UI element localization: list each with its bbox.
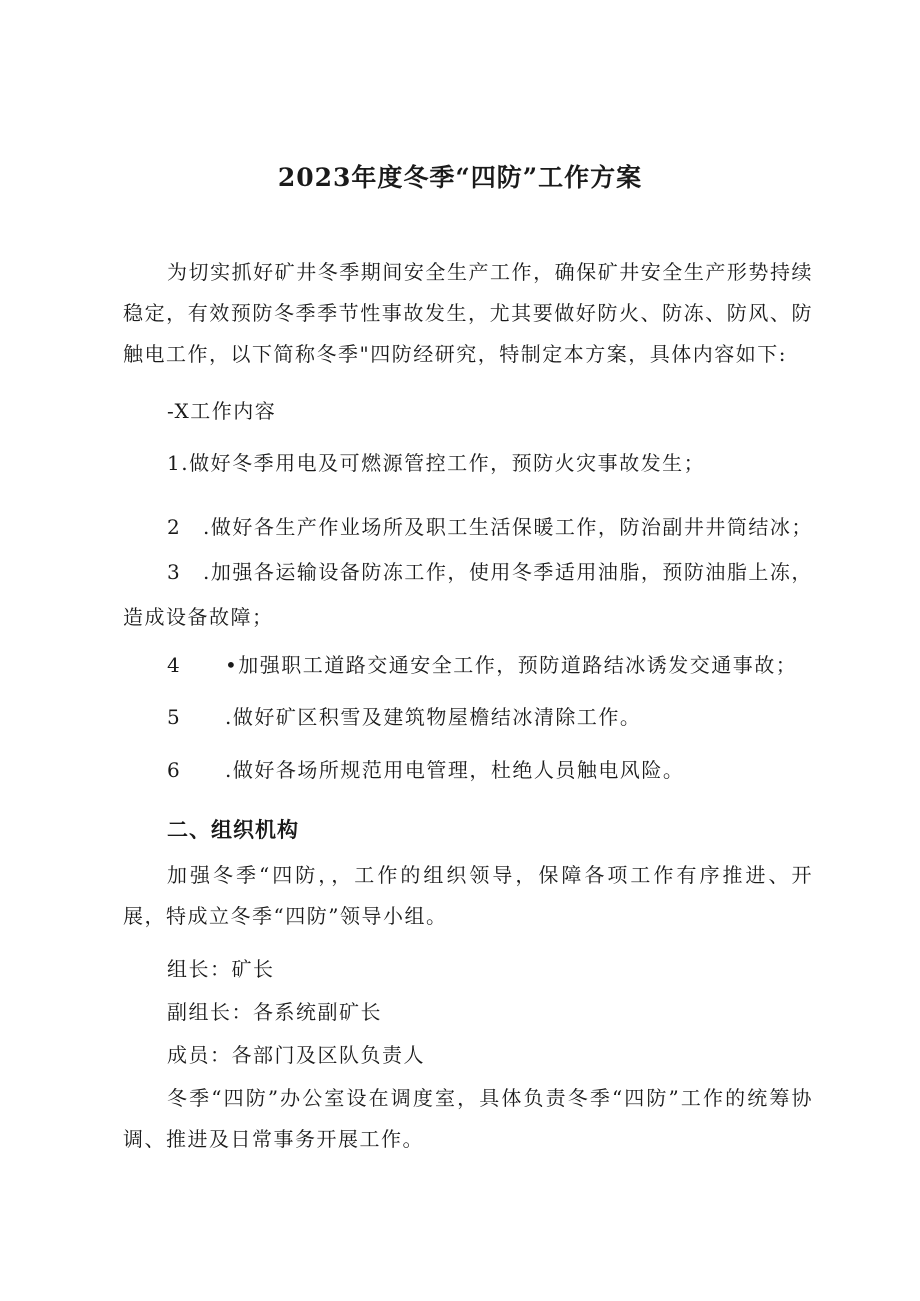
item-6	[167, 755, 684, 785]
item-4-text: •加强职工道路交通安全工作，预防道路结冰诱发交通事故；	[225, 653, 798, 677]
item-5	[167, 702, 641, 732]
item-1-number: 1	[167, 451, 182, 475]
section1-heading: -X工作内容	[167, 399, 277, 423]
item-4	[167, 650, 797, 680]
item-5-text: .做好矿区积雪及建筑物屋檐结冰清除工作。	[225, 705, 642, 729]
section2-paragraph-2: 冬季“四防”办公室设在调度室，具体负责冬季“四防”工作的统筹协调、推进及日常事务开展工作。	[123, 1086, 813, 1151]
item-3-number: 3	[167, 560, 182, 584]
item-3-continuation: 造成设备故障；	[123, 605, 274, 629]
item-6-text: .做好各场所规范用电管理，杜绝人员触电风险。	[225, 758, 685, 782]
intro-paragraph: 为切实抓好矿井冬季期间安全生产工作，确保矿井安全生产形势持续稳定，有效预防冬季季节性事故发生，尤其要做好防火、防冻、防风、防触电工作，以下简称冬季"四防经研究，特制定本方案，具体内容如下:	[123, 260, 813, 366]
item-2	[167, 512, 813, 542]
item-1	[167, 448, 705, 478]
item-1-text: .做好冬季用电及可燃源管控工作，预防火灾事故发生；	[181, 451, 706, 475]
item-2-number: 2	[167, 515, 182, 539]
leader-line: 组长：矿长	[167, 957, 275, 981]
item-3-text: .加强各运输设备防冻工作，使用冬季适用油脂，预防油脂上冻，	[203, 560, 813, 584]
deputy-line: 副组长：各系统副矿长	[167, 1000, 382, 1024]
document-title: 2023年度冬季“四防”工作方案	[277, 163, 643, 192]
item-5-number: 5	[167, 705, 182, 729]
item-3	[167, 557, 813, 587]
section2-paragraph-1: 加强冬季“四防，，工作的组织领导，保障各项工作有序推进、开展，特成立冬季“四防”领导小组。	[123, 863, 813, 928]
item-4-number: 4	[167, 653, 182, 677]
item-6-number: 6	[167, 758, 182, 782]
members-line: 成员：各部门及区队负责人	[167, 1043, 425, 1067]
item-2-text: .做好各生产作业场所及职工生活保暖工作，防治副井井筒结冰；	[203, 515, 813, 539]
section2-heading: 二、组织机构	[167, 818, 299, 842]
